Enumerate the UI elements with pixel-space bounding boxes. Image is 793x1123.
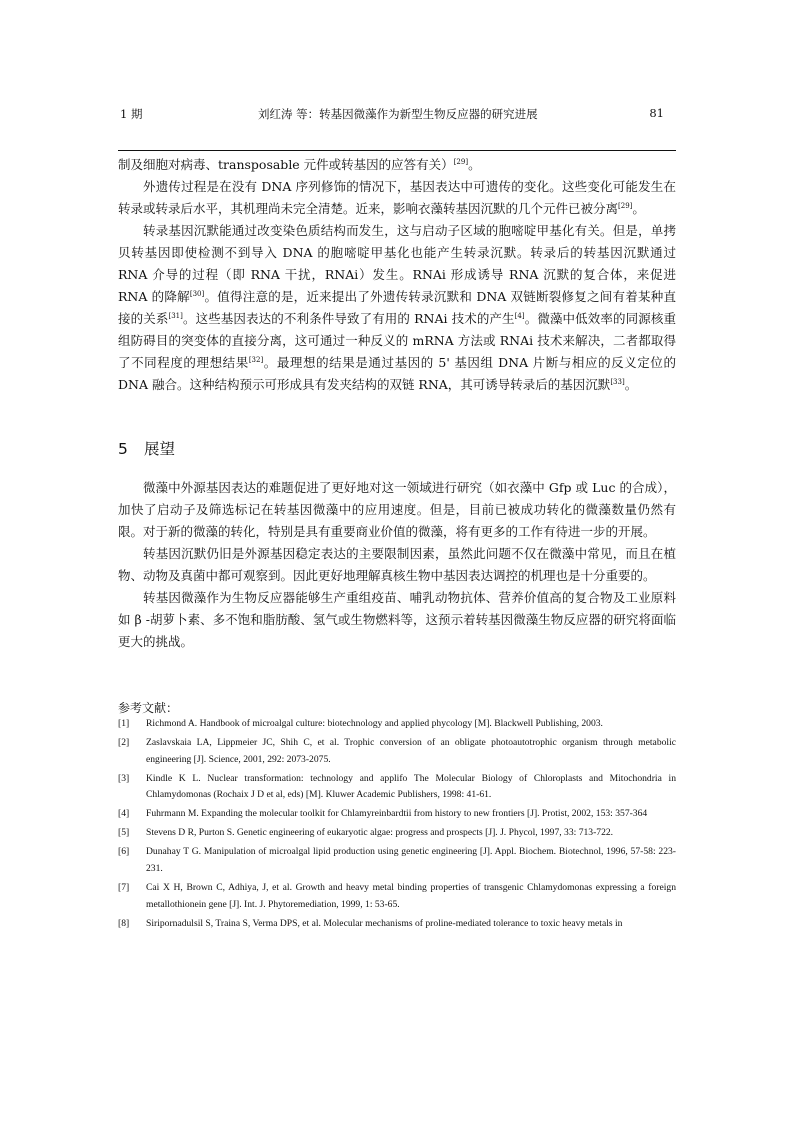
reference-item: [1] Richmond A. Handbook of microalgal culture: biotechnology and applied phycology [M]. Blackwell Publishing, 2003.	[118, 718, 603, 729]
issue-label: 1 期	[120, 107, 143, 121]
section-heading	[118, 437, 175, 459]
reference-item: [6] Dunahay T G. Manipulation of microalgal lipid production using genetic engineering [J]. Appl. Biochem. Biotechnol, 1996, 57-58: 223-231.	[118, 846, 676, 874]
paragraph: 转基因微藻作为生物反应器能够生产重组疫苗、哺乳动物抗体、营养价值高的复合物及工业原料如 β -胡萝卜素、多不饱和脂肪酸、氢气或生物燃料等，这预示着转基因微藻生物反应器的研究将面临更大的挑战。	[118, 590, 676, 649]
citation: [30]	[189, 289, 205, 298]
reference-item: [4] Fuhrmann M. Expanding the molecular toolkit for Chlamyreinbardtii from history to new frontiers [J]. Protist, 2002, 153: 357-364	[118, 808, 648, 820]
reference-item: [3] Kindle K L. Nuclear transformation: technology and applifo The Molecular Biology of Chloroplasts and Mitochondria in Chlamydomonas (Rochaix J D et al, eds) [M]. Kluwer Academic Publishers, 1998: 41-61.	[118, 772, 676, 801]
citation: [29]	[618, 201, 633, 210]
section-number: 5	[118, 440, 128, 458]
body-section	[118, 154, 676, 396]
outlook-section	[118, 477, 676, 653]
section-title: 展望	[144, 440, 176, 458]
paragraph: 转录基因沉默能通过改变染色质结构而发生，这与启动子区域的胞嘧啶甲基化有关。但是，单拷贝转基因即使检测不到导入 DNA 的胞嘧啶甲基化也能产生转录沉默。转录后的转基因沉默通过 RNA 介导的过程（即 RNA 干扰，RNAi）发生。RNAi 形成诱导 RNA 沉默的复合体，来促进 RNA 的降解[30]。值得注意的是，近来提出了外遗传转录沉默和 DNA 双链断裂修复之间有着某种直接的关系[31]。这些基因表达的不利条件导致了有用的 RNAi 技术的产生[4]。微藻中低效率的同源核重组防碍目的突变体的直接分离，这可通过一种反义的 mRNA 方法或 RNAi 技术来解决，二者都取得了不同程度的理想结果[32]。最理想的结果是通过基因的 5' 基因组 DNA 片断与相应的反义定位的 DNA 融合。这种结构预示可形成具有发夹结构的双链 RNA，其可诱导转录后的基因沉默[33]。	[118, 223, 676, 392]
reference-item: [7] Cai X H, Brown C, Adhiya, J, et al. Growth and heavy metal binding properties of transgenic Chlamydomonas expressing a foreign metallothionein gene [J]. Int. J. Phytoremediation, 1999, 1: 53-65.	[118, 882, 676, 910]
running-header	[118, 106, 678, 124]
citation: [33]	[610, 377, 625, 386]
references-title: 参考文献：	[118, 701, 179, 715]
header-rule	[118, 150, 676, 151]
reference-item: [2] Zaslavskaia LA, Lippmeier JC, Shih C, et al. Trophic conversion of an obligate photoautotrophic organism through metabolic engineering [J]. Science, 2001, 292: 2073-2075.	[118, 737, 676, 765]
citation: [31]	[168, 311, 183, 320]
citation: [4]	[514, 311, 525, 320]
reference-item: [5] Stevens D R, Purton S. Genetic engineering of eukaryotic algae: progress and prospects [J]. J. Phycol, 1997, 33: 713-722.	[118, 827, 614, 839]
paragraph: 转基因沉默仍旧是外源基因稳定表达的主要限制因素，虽然此问题不仅在微藻中常见，而且在植物、动物及真菌中都可观察到。因此更好地理解真核生物中基因表达调控的机理也是十分重要的。	[118, 546, 676, 583]
reference-list	[118, 716, 676, 935]
page-number: 81	[649, 106, 664, 120]
citation: [32]	[248, 355, 264, 364]
citation: [29]	[453, 157, 469, 166]
paragraph: 制及细胞对病毒、transposable 元件或转基因的应答有关）[29]。	[118, 157, 481, 172]
paragraph: 外遗传过程是在没有 DNA 序列修饰的情况下，基因表达中可遗传的变化。这些变化可能发生在转录或转录后水平，其机理尚未完全清楚。近来，影响衣藻转基因沉默的几个元件已被分离[29]。	[118, 179, 676, 216]
paragraph: 微藻中外源基因表达的难题促进了更好地对这一领域进行研究（如衣藻中 Gfp 或 Luc 的合成），加快了启动子及筛选标记在转基因微藻中的应用速度。但是，目前已被成功转化的微藻数量仍然有限。对于新的微藻的转化，特别是具有重要商业价值的微藻，将有更多的工作有待进一步的开展。	[118, 480, 676, 539]
reference-item: [8] Siripornadulsil S, Traina S, Verma DPS, et al. Molecular mechanisms of proline-mediated tolerance to toxic heavy metals in	[118, 917, 623, 929]
running-title: 刘红涛 等：转基因微藻作为新型生物反应器的研究进展	[258, 107, 538, 121]
